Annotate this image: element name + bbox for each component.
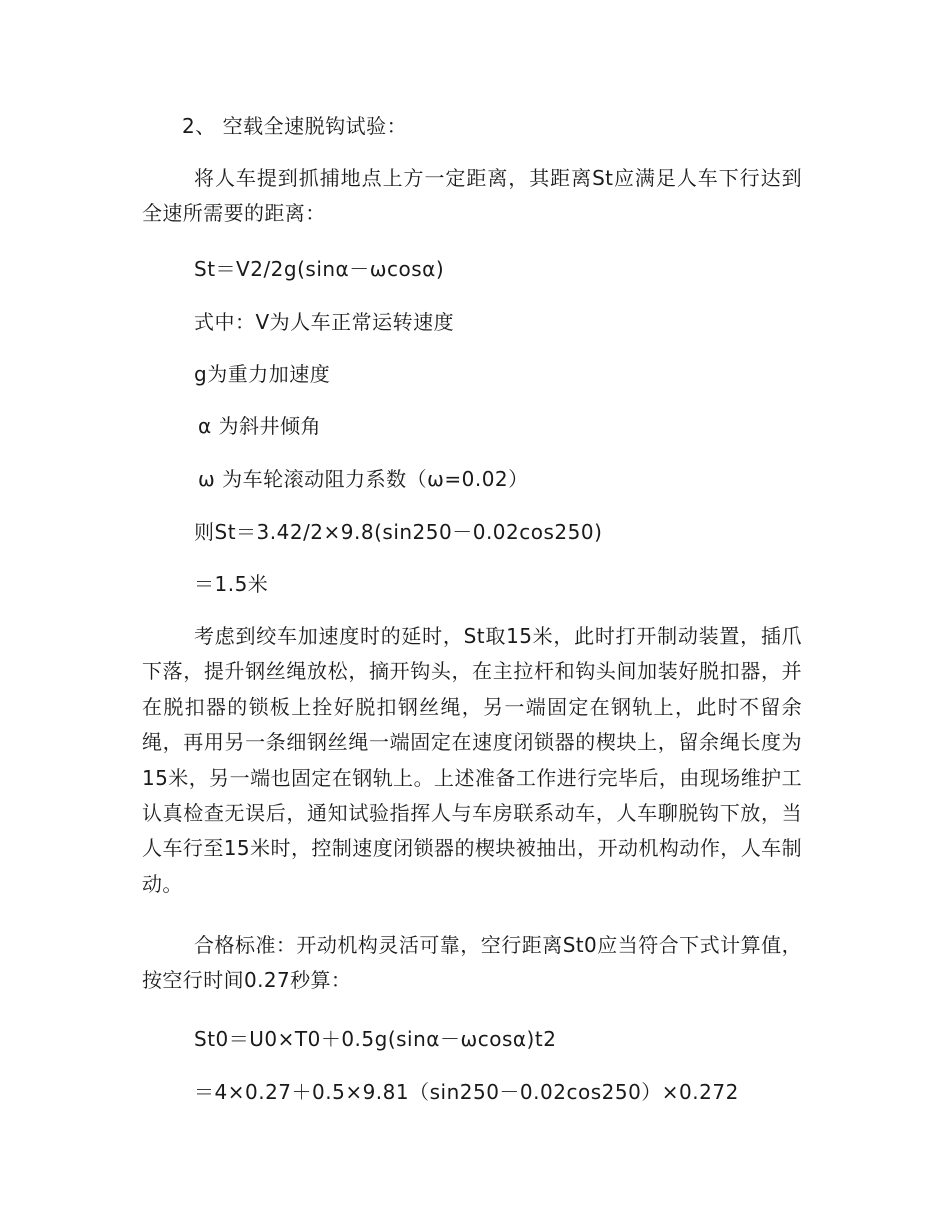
formula-st0: St0＝U0×T0＋0.5g(sinα－ωcosα)t2 xyxy=(194,1027,557,1051)
standard-paragraph: 合格标准：开动机构灵活可靠，空行距离St0应当符合下式计算值，按空行时间0.27秒算： xyxy=(142,933,802,993)
calculation-result: ＝1.5米 xyxy=(194,572,269,596)
definition-g: g为重力加速度 xyxy=(194,362,331,386)
definition-alpha: α 为斜井倾角 xyxy=(198,414,322,438)
definition-v: 式中：V为人车正常运转速度 xyxy=(194,310,455,334)
calculation-st: 则St＝3.42/2×9.8(sin250－0.02cos250) xyxy=(194,520,603,544)
calculation-st0: ＝4×0.27＋0.5×9.81（sin250－0.02cos250）×0.272 xyxy=(194,1080,739,1104)
definition-omega: ω 为车轮滚动阻力系数（ω=0.02） xyxy=(198,467,529,491)
section-heading: 2、 空载全速脱钩试验： xyxy=(182,114,408,138)
intro-paragraph: 将人车提到抓捕地点上方一定距离，其距离St应满足人车下行达到全速所需要的距离： xyxy=(142,166,802,226)
procedure-paragraph: 考虑到绞车加速度时的延时，St取15米，此时打开制动装置，插爪下落，提升钢丝绳放松，摘开钩头，在主拉杆和钩头间加装好脱扣器，并在脱扣器的锁板上拴好脱扣钢丝绳，另一端固定在钢轨上，此时不留余绳，再用另一条细钢丝绳一端固定在速度闭锁器的楔块上，留余绳长度为15米，另一端也固定在钢轨上。上述准备工作进行完毕后，由现场维护工认真检查无误后，通知试验指挥人与车房联系动车，人车聊脱钩下放，当人车行至15米时，控制速度闭锁器的楔块被抽出，开动机构动作，人车制动。 xyxy=(142,624,802,896)
formula-st: St＝V2/2g(sinα－ωcosα) xyxy=(194,257,445,281)
